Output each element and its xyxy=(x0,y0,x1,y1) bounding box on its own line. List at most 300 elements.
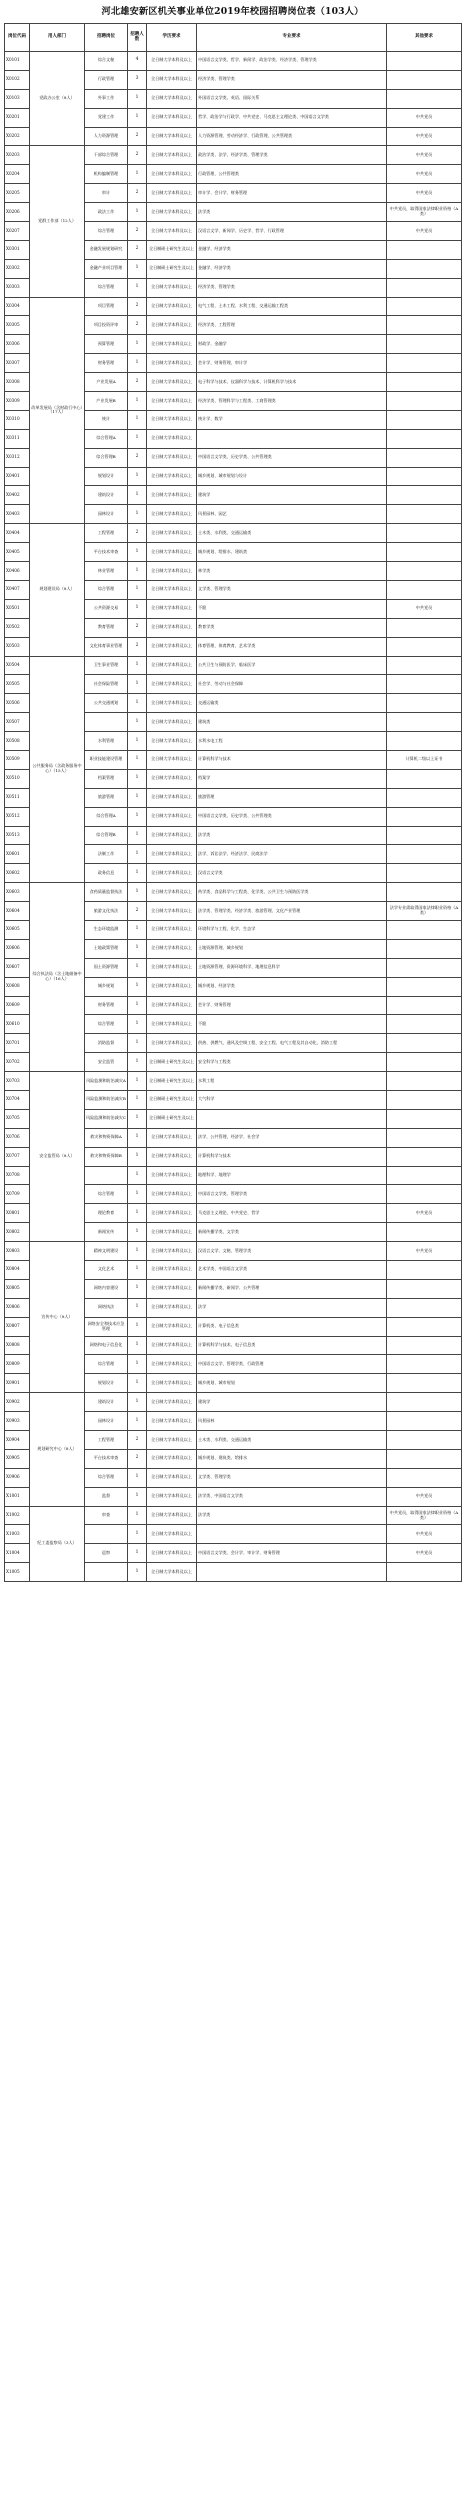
post-code: X0901 xyxy=(5,1374,30,1393)
dept-name: 党群工作部（12人） xyxy=(30,146,85,297)
table-row xyxy=(5,297,462,316)
post-count: 1 xyxy=(128,845,147,864)
post-code: X0303 xyxy=(5,278,30,297)
major-requirement: 体育管理、体育教育、艺术学类 xyxy=(197,637,387,656)
header-num: 招聘人数 xyxy=(128,24,147,52)
edu-requirement: 全日制大学本科及以上 xyxy=(147,524,197,543)
other-requirement xyxy=(387,1298,462,1317)
edu-requirement: 全日制大学本科及以上 xyxy=(147,732,197,751)
post-name: 旅游文化执法 xyxy=(85,902,128,921)
dept-name: 改革发展局（含财政行中心）（17人） xyxy=(30,297,85,524)
post-count: 1 xyxy=(128,165,147,184)
post-code: X0804 xyxy=(5,1261,30,1280)
other-requirement xyxy=(387,732,462,751)
recruitment-table xyxy=(4,23,462,1582)
edu-requirement: 全日制大学本科及以上 xyxy=(147,165,197,184)
post-code: X0902 xyxy=(5,1393,30,1412)
major-requirement: 法学类、管理学类、经济学类、旅游管理、文化产业管理 xyxy=(197,902,387,921)
post-name: 审计 xyxy=(85,184,128,203)
post-count: 1 xyxy=(128,939,147,958)
major-requirement: 汉语言文学类 xyxy=(197,864,387,883)
post-count: 1 xyxy=(128,1242,147,1261)
major-requirement: 财政学、金融学 xyxy=(197,335,387,354)
edu-requirement: 全日制大学本科及以上 xyxy=(147,845,197,864)
post-count: 2 xyxy=(128,524,147,543)
other-requirement xyxy=(387,675,462,694)
post-count: 1 xyxy=(128,1034,147,1053)
major-requirement: 城乡规划、给排水、建筑类 xyxy=(197,543,387,562)
table-row xyxy=(5,146,462,165)
other-requirement xyxy=(387,1393,462,1412)
post-code: X0610 xyxy=(5,1015,30,1034)
post-count: 1 xyxy=(128,883,147,902)
major-requirement: 土木类、水利类、交通运输类 xyxy=(197,524,387,543)
other-requirement xyxy=(387,1412,462,1431)
edu-requirement: 全日制大学本科及以上 xyxy=(147,52,197,71)
post-code: X0205 xyxy=(5,184,30,203)
post-count: 1 xyxy=(128,1317,147,1336)
post-code: X0604 xyxy=(5,902,30,921)
edu-requirement: 全日制大学本科及以上 xyxy=(147,788,197,807)
post-count: 1 xyxy=(128,1185,147,1204)
major-requirement: 药学类、食品科学与工程类、化学类、公共卫生与预防医学类 xyxy=(197,883,387,902)
major-requirement xyxy=(197,1525,387,1544)
post-name: 综合管理 xyxy=(85,278,128,297)
post-count: 1 xyxy=(128,1223,147,1242)
edu-requirement: 全日制大学本科及以上 xyxy=(147,1336,197,1355)
major-requirement: 大气科学 xyxy=(197,1090,387,1109)
post-name: 建筑设计 xyxy=(85,486,128,505)
page-title: 河北雄安新区机关事业单位2019年校园招聘岗位表（103人） xyxy=(101,6,364,17)
post-name: 综合文秘 xyxy=(85,52,128,71)
post-code: X0805 xyxy=(5,1279,30,1298)
post-name: 法制工作 xyxy=(85,845,128,864)
post-name: 监督 xyxy=(85,1487,128,1506)
post-count: 1 xyxy=(128,1468,147,1487)
post-name: 金融发展规划研究 xyxy=(85,240,128,259)
post-name: 综合管理 xyxy=(85,1015,128,1034)
post-code: X0709 xyxy=(5,1185,30,1204)
header-edu: 学历要求 xyxy=(147,24,197,52)
other-requirement xyxy=(387,1355,462,1374)
post-name: 机构编制管理 xyxy=(85,165,128,184)
post-code: X0307 xyxy=(5,354,30,373)
other-requirement xyxy=(387,1563,462,1582)
other-requirement xyxy=(387,335,462,354)
post-name: 公共资源交易 xyxy=(85,599,128,618)
other-requirement xyxy=(387,920,462,939)
post-name: 消防监督 xyxy=(85,1034,128,1053)
post-name: 国土资源管理 xyxy=(85,958,128,977)
post-code: X0606 xyxy=(5,939,30,958)
post-code: X1001 xyxy=(5,1487,30,1506)
post-name: 综合管理 xyxy=(85,1468,128,1487)
major-requirement: 统计学、数学 xyxy=(197,410,387,429)
post-count: 1 xyxy=(128,259,147,278)
post-count: 1 xyxy=(128,713,147,732)
post-name: 政法工作 xyxy=(85,203,128,222)
post-code: X0310 xyxy=(5,410,30,429)
post-code: X0304 xyxy=(5,297,30,316)
post-count: 1 xyxy=(128,89,147,108)
edu-requirement: 全日制大学本科及以上 xyxy=(147,1487,197,1506)
post-name: 水利管理 xyxy=(85,732,128,751)
other-requirement: 计算机二级以上证书 xyxy=(387,750,462,769)
post-code: X0807 xyxy=(5,1317,30,1336)
table-row xyxy=(5,656,462,675)
major-requirement: 经济学类、管理学类 xyxy=(197,70,387,89)
major-requirement: 新闻传播学类、文学类 xyxy=(197,1223,387,1242)
other-requirement xyxy=(387,883,462,902)
other-requirement xyxy=(387,1261,462,1280)
other-requirement xyxy=(387,694,462,713)
other-requirement xyxy=(387,1317,462,1336)
major-requirement: 马克思主义理论、中共党史、哲学 xyxy=(197,1204,387,1223)
major-requirement: 行政管理、公共管理类 xyxy=(197,165,387,184)
other-requirement xyxy=(387,1279,462,1298)
post-code: X0704 xyxy=(5,1090,30,1109)
post-name xyxy=(85,1563,128,1582)
major-requirement: 外国语言文学类、英语、国际关系 xyxy=(197,89,387,108)
post-code: X1004 xyxy=(5,1544,30,1563)
header-post: 招聘岗位 xyxy=(85,24,128,52)
major-requirement: 法学 xyxy=(197,1298,387,1317)
header-code: 岗位代码 xyxy=(5,24,30,52)
post-count: 2 xyxy=(128,637,147,656)
post-count: 1 xyxy=(128,410,147,429)
post-count: 1 xyxy=(128,203,147,222)
dept-name: 公共服务局（含政务服务中心）（15人） xyxy=(30,656,85,883)
post-name: 旅游管理 xyxy=(85,788,128,807)
other-requirement xyxy=(387,259,462,278)
post-name: 审查 xyxy=(85,1506,128,1525)
post-code: X0305 xyxy=(5,316,30,335)
edu-requirement: 全日制大学本科及以上 xyxy=(147,675,197,694)
other-requirement: 中共党员 xyxy=(387,1487,462,1506)
other-requirement xyxy=(387,1072,462,1091)
edu-requirement: 全日制大学本科及以上 xyxy=(147,203,197,222)
major-requirement: 法学、诉讼法学、经济法学、民商法学 xyxy=(197,845,387,864)
post-code: X0504 xyxy=(5,656,30,675)
edu-requirement: 全日制大学本科及以上 xyxy=(147,543,197,562)
post-code: X0101 xyxy=(5,52,30,71)
post-count: 1 xyxy=(128,1355,147,1374)
post-name: 产业发展A xyxy=(85,373,128,392)
post-count: 1 xyxy=(128,543,147,562)
post-code: X0806 xyxy=(5,1298,30,1317)
header-major: 专业要求 xyxy=(197,24,387,52)
post-code: X0503 xyxy=(5,637,30,656)
post-count: 2 xyxy=(128,222,147,241)
major-requirement: 中国语言文学、管理学类、行政管理 xyxy=(197,1355,387,1374)
edu-requirement: 全日制大学本科及以上 xyxy=(147,883,197,902)
major-requirement: 法学类 xyxy=(197,826,387,845)
edu-requirement: 全日制大学本科及以上 xyxy=(147,1355,197,1374)
post-count: 2 xyxy=(128,1449,147,1468)
post-code: X0405 xyxy=(5,543,30,562)
other-requirement: 中共党员 xyxy=(387,1242,462,1261)
edu-requirement: 全日制硕士研究生及以上 xyxy=(147,1072,197,1091)
other-requirement xyxy=(387,713,462,732)
major-requirement: 土地资源管理、资源环境科学、地理信息科学 xyxy=(197,958,387,977)
major-requirement: 旅游管理 xyxy=(197,788,387,807)
post-count: 4 xyxy=(128,52,147,71)
post-code: X0102 xyxy=(5,70,30,89)
other-requirement xyxy=(387,410,462,429)
post-count: 1 xyxy=(128,1109,147,1128)
post-name: 规划设计 xyxy=(85,467,128,486)
post-name: 理论教育 xyxy=(85,1204,128,1223)
post-code: X0708 xyxy=(5,1166,30,1185)
post-code: X0607 xyxy=(5,958,30,977)
other-requirement: 中共党员 xyxy=(387,599,462,618)
major-requirement: 建筑学 xyxy=(197,1393,387,1412)
post-name: 城乡规划 xyxy=(85,977,128,996)
post-count: 1 xyxy=(128,732,147,751)
other-requirement xyxy=(387,89,462,108)
post-name: 财务管理 xyxy=(85,354,128,373)
edu-requirement: 全日制大学本科及以上 xyxy=(147,410,197,429)
edu-requirement: 全日制大学本科及以上 xyxy=(147,89,197,108)
post-code: X1003 xyxy=(5,1525,30,1544)
edu-requirement: 全日制硕士研究生及以上 xyxy=(147,1109,197,1128)
other-requirement xyxy=(387,354,462,373)
post-code: X0508 xyxy=(5,732,30,751)
post-code: X0103 xyxy=(5,89,30,108)
post-name: 教育管理 xyxy=(85,618,128,637)
post-count: 1 xyxy=(128,1506,147,1525)
major-requirement xyxy=(197,1109,387,1128)
post-code: X0706 xyxy=(5,1128,30,1147)
post-count: 1 xyxy=(128,1166,147,1185)
post-count: 2 xyxy=(128,448,147,467)
edu-requirement: 全日制大学本科及以上 xyxy=(147,599,197,618)
post-code: X0502 xyxy=(5,618,30,637)
post-name: 建筑设计 xyxy=(85,1393,128,1412)
post-code: X0803 xyxy=(5,1242,30,1261)
post-count: 1 xyxy=(128,278,147,297)
post-name: 综合管理 xyxy=(85,1355,128,1374)
edu-requirement: 全日制大学本科及以上 xyxy=(147,1128,197,1147)
other-requirement xyxy=(387,1223,462,1242)
post-count: 1 xyxy=(128,1563,147,1582)
post-name: 新闻宣传 xyxy=(85,1223,128,1242)
post-name: 党建工作 xyxy=(85,108,128,127)
other-requirement xyxy=(387,1449,462,1468)
major-requirement: 文学类、管理学类 xyxy=(197,1468,387,1487)
post-code: X0609 xyxy=(5,996,30,1015)
other-requirement xyxy=(387,996,462,1015)
major-requirement: 文学类、管理学类 xyxy=(197,580,387,599)
other-requirement xyxy=(387,1185,462,1204)
major-requirement: 地理科学、地理学 xyxy=(197,1166,387,1185)
other-requirement xyxy=(387,788,462,807)
post-code: X0202 xyxy=(5,127,30,146)
post-code: X0603 xyxy=(5,883,30,902)
post-count: 1 xyxy=(128,1090,147,1109)
major-requirement: 法学类 xyxy=(197,1506,387,1525)
post-code: X0406 xyxy=(5,562,30,581)
post-count: 1 xyxy=(128,467,147,486)
edu-requirement: 全日制大学本科及以上 xyxy=(147,1223,197,1242)
edu-requirement: 全日制大学本科及以上 xyxy=(147,580,197,599)
other-requirement xyxy=(387,618,462,637)
other-requirement xyxy=(387,864,462,883)
other-requirement: 中共党员 xyxy=(387,1204,462,1223)
major-requirement: 不限 xyxy=(197,1015,387,1034)
table-header-row xyxy=(5,24,462,52)
edu-requirement: 全日制大学本科及以上 xyxy=(147,1034,197,1053)
major-requirement: 经济学类、管理学类 xyxy=(197,278,387,297)
post-code: X0701 xyxy=(5,1034,30,1053)
major-requirement: 金融学、经济学类 xyxy=(197,259,387,278)
post-code: X0203 xyxy=(5,146,30,165)
edu-requirement: 全日制大学本科及以上 xyxy=(147,1242,197,1261)
edu-requirement: 全日制大学本科及以上 xyxy=(147,1412,197,1431)
post-count: 1 xyxy=(128,580,147,599)
post-name: 预算管理 xyxy=(85,335,128,354)
edu-requirement: 全日制大学本科及以上 xyxy=(147,1468,197,1487)
post-code: X0302 xyxy=(5,259,30,278)
post-name: 工程管理 xyxy=(85,1431,128,1450)
post-count: 2 xyxy=(128,1431,147,1450)
major-requirement: 电气工程、土木工程、水利工程、交通运输工程类 xyxy=(197,297,387,316)
post-name: 政务信息 xyxy=(85,864,128,883)
post-code: X0402 xyxy=(5,486,30,505)
post-count: 1 xyxy=(128,599,147,618)
other-requirement xyxy=(387,52,462,71)
other-requirement xyxy=(387,826,462,845)
edu-requirement: 全日制大学本科及以上 xyxy=(147,429,197,448)
post-name: 干部综合管理 xyxy=(85,146,128,165)
edu-requirement: 全日制大学本科及以上 xyxy=(147,1166,197,1185)
dept-name: 规划研究中心（8人） xyxy=(30,1393,85,1506)
other-requirement xyxy=(387,977,462,996)
post-name: 土地政策管理 xyxy=(85,939,128,958)
post-count: 1 xyxy=(128,958,147,977)
post-name: 综合管理A xyxy=(85,429,128,448)
post-code: X0904 xyxy=(5,1431,30,1450)
post-name: 综合管理A xyxy=(85,807,128,826)
major-requirement: 会计学、财务管理 xyxy=(197,996,387,1015)
other-requirement xyxy=(387,448,462,467)
other-requirement: 中共党员 xyxy=(387,146,462,165)
edu-requirement: 全日制大学本科及以上 xyxy=(147,864,197,883)
post-name: 行政管理 xyxy=(85,70,128,89)
major-requirement: 城乡规划、经济学类 xyxy=(197,977,387,996)
other-requirement xyxy=(387,939,462,958)
edu-requirement: 全日制大学本科及以上 xyxy=(147,750,197,769)
other-requirement xyxy=(387,1090,462,1109)
edu-requirement: 全日制大学本科及以上 xyxy=(147,1393,197,1412)
post-name: 巡察 xyxy=(85,1544,128,1563)
major-requirement: 中国语言文学类、哲学、新闻学、政治学类、经济学类、管理学类 xyxy=(197,52,387,71)
post-name: 卫生事业管理 xyxy=(85,656,128,675)
post-count: 1 xyxy=(128,750,147,769)
other-requirement: 法学专业需取得国家法律职业资格（A类） xyxy=(387,902,462,921)
edu-requirement: 全日制大学本科及以上 xyxy=(147,486,197,505)
edu-requirement: 全日制大学本科及以上 xyxy=(147,1015,197,1034)
post-count: 1 xyxy=(128,1487,147,1506)
dept-name: 安全监管局（8人） xyxy=(30,1072,85,1242)
post-code: X0506 xyxy=(5,694,30,713)
post-count: 1 xyxy=(128,1072,147,1091)
major-requirement: 经济学类、管理科学与工程类、工商管理类 xyxy=(197,392,387,411)
major-requirement: 中国语言文学类、管理学类 xyxy=(197,1185,387,1204)
post-name: 文化艺术 xyxy=(85,1261,128,1280)
post-code: X0702 xyxy=(5,1053,30,1072)
post-name: 综合管理B xyxy=(85,826,128,845)
post-name: 项目管理 xyxy=(85,297,128,316)
other-requirement: 中共党员 xyxy=(387,222,462,241)
edu-requirement: 全日制大学本科及以上 xyxy=(147,807,197,826)
post-count: 1 xyxy=(128,1053,147,1072)
table-row xyxy=(5,883,462,902)
table-row xyxy=(5,52,462,71)
post-count: 1 xyxy=(128,1412,147,1431)
post-count: 1 xyxy=(128,1204,147,1223)
major-requirement: 环境科学与工程、化学、生态学 xyxy=(197,920,387,939)
major-requirement: 水利水电工程 xyxy=(197,732,387,751)
post-code: X0602 xyxy=(5,864,30,883)
post-code: X0703 xyxy=(5,1072,30,1091)
post-count: 1 xyxy=(128,977,147,996)
post-name: 文化体育事业管理 xyxy=(85,637,128,656)
post-count: 1 xyxy=(128,769,147,788)
major-requirement: 新闻传播学类、新闻学、公共管理 xyxy=(197,1279,387,1298)
edu-requirement: 全日制大学本科及以上 xyxy=(147,939,197,958)
major-requirement: 艺术学类、中国语言文学类 xyxy=(197,1261,387,1280)
other-requirement xyxy=(387,467,462,486)
other-requirement xyxy=(387,958,462,977)
edu-requirement: 全日制大学本科及以上 xyxy=(147,1261,197,1280)
post-code: X0501 xyxy=(5,599,30,618)
post-name xyxy=(85,1525,128,1544)
other-requirement xyxy=(387,1015,462,1034)
post-count: 2 xyxy=(128,146,147,165)
other-requirement xyxy=(387,1034,462,1053)
post-name: 项目投资评审 xyxy=(85,316,128,335)
post-name: 统计 xyxy=(85,410,128,429)
post-name: 综合管理B xyxy=(85,448,128,467)
other-requirement xyxy=(387,1374,462,1393)
other-requirement xyxy=(387,637,462,656)
major-requirement: 城乡规划、城市规划与设计 xyxy=(197,467,387,486)
post-code: X0707 xyxy=(5,1147,30,1166)
post-count: 1 xyxy=(128,788,147,807)
dept-name: 规划建设局（8人） xyxy=(30,524,85,656)
major-requirement: 风景园林、园艺 xyxy=(197,505,387,524)
edu-requirement: 全日制大学本科及以上 xyxy=(147,902,197,921)
major-requirement: 审计学、会计学、财务管理 xyxy=(197,184,387,203)
post-count: 2 xyxy=(128,902,147,921)
other-requirement: 中共党员 xyxy=(387,127,462,146)
post-count: 1 xyxy=(128,675,147,694)
major-requirement: 安全科学与工程类 xyxy=(197,1053,387,1072)
major-requirement: 风景园林 xyxy=(197,1412,387,1431)
major-requirement: 水利工程 xyxy=(197,1072,387,1091)
dept-name: 纪工委监察局（3人） xyxy=(30,1506,85,1582)
edu-requirement: 全日制大学本科及以上 xyxy=(147,146,197,165)
post-name: 网络内容建设 xyxy=(85,1279,128,1298)
edu-requirement: 全日制大学本科及以上 xyxy=(147,354,197,373)
post-count: 1 xyxy=(128,1525,147,1544)
post-code: X0404 xyxy=(5,524,30,543)
edu-requirement: 全日制大学本科及以上 xyxy=(147,958,197,977)
post-count: 1 xyxy=(128,807,147,826)
other-requirement: 中共党员 xyxy=(387,1544,462,1563)
post-name: 职业技能建设管理 xyxy=(85,750,128,769)
